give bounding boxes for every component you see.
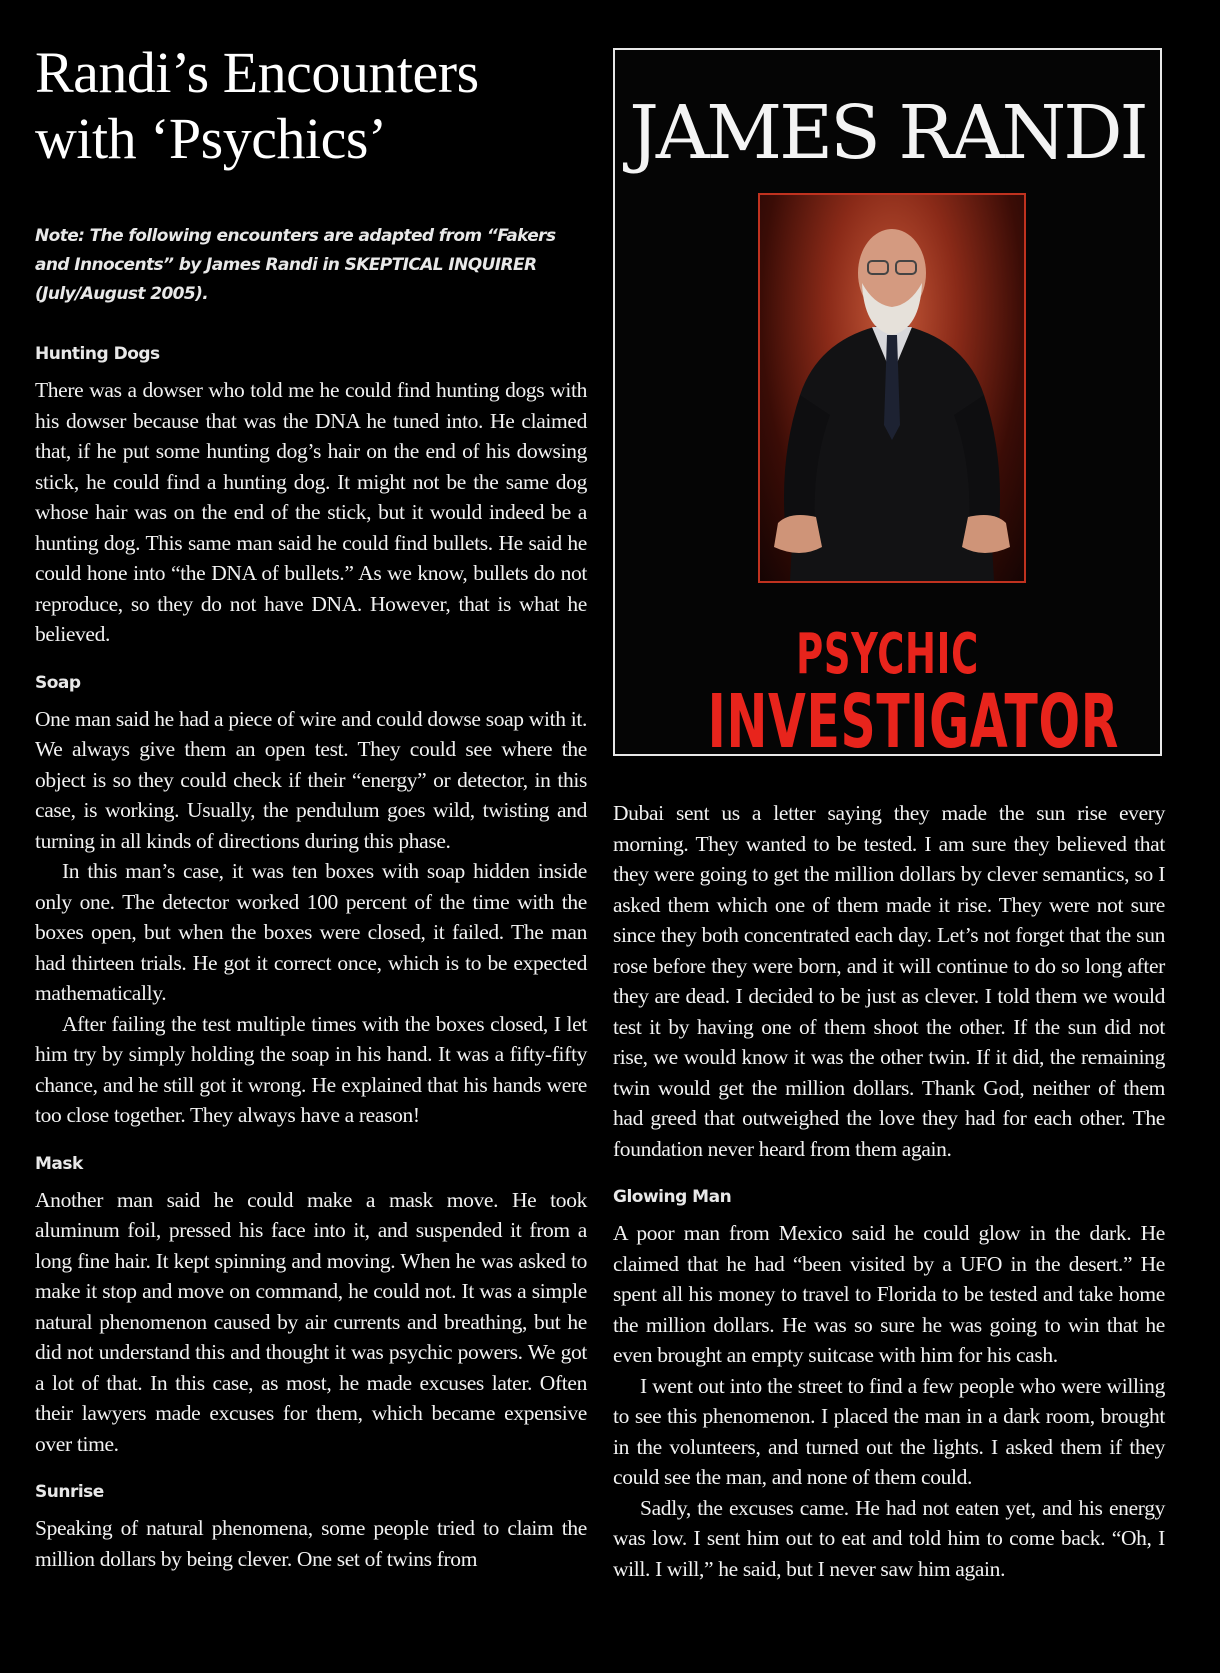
cover-title-line1: PSYCHIC	[796, 622, 979, 687]
section-heading: Mask	[35, 1153, 83, 1174]
section-soap	[35, 672, 587, 1131]
portrait-figure-icon	[760, 195, 1024, 581]
source-note: Note: The following encounters are adapted from “Fakers and Innocents” by James Randi in SKEPTICAL INQUIRER (July/August 2005).	[35, 226, 556, 304]
author-portrait	[758, 193, 1026, 583]
paragraph: Another man said he could make a mask move. He took aluminum foil, pressed his face into it, and suspended it from a long fine hair. It kept spinning and moving. When he was asked to make it stop and move on command, he could not. It was a simple natural phenomenon caused by air currents and breathing, but he did not understand this and thought it was psychic powers. We got a lot of that. In this case, as most, he made excuses later. Often their lawyers made excuses for them, which became expensive over time.	[35, 1187, 587, 1456]
page-title	[35, 40, 587, 172]
section-sunrise-continued	[613, 798, 1165, 1164]
paragraph: After failing the test multiple times with the boxes closed, I let him try by simply holding the soap in his hand. It was a fifty-fifty chance, and he still got it wrong. He explained that his hands were too close together. They always have a reason!	[35, 1011, 587, 1127]
paragraph: Sadly, the excuses came. He had not eaten yet, and his energy was low. I sent him out to eat and told him to come back. “Oh, I will. I will,” he said, but I never saw him again.	[613, 1495, 1165, 1581]
section-hunting-dogs	[35, 343, 587, 650]
paragraph: Speaking of natural phenomena, some people tried to claim the million dollars by being clever. One set of twins from	[35, 1516, 587, 1571]
page-title-line1: Randi’s Encounters	[35, 40, 479, 105]
paragraph: A poor man from Mexico said he could glow in the dark. He claimed that he had “been visited by a UFO in the desert.” He spent all his money to travel to Florida to be tested and take home the million dollars. He was so sure he was going to win that he even brought an empty suitcase with him for his cash.	[613, 1221, 1165, 1367]
section-heading: Glowing Man	[613, 1187, 732, 1207]
paragraph: Dubai sent us a letter saying they made the sun rise every morning. They wanted to be tested. I am sure they believed that they were going to get the million dollars by clever semantics, so I asked them which one of them made it rise. They were not sure since they both concentrated each day. Let’s not forget that the sun rose before they were born, and it will continue to do so long after they are dead. I decided to be just as clever. I told them we would test it by having one of them shoot the other. If the sun did not rise, we would know it was the other twin. If it did, the remaining twin would get the million dollars. Thank God, neither of them had greed that outweighed the love they had for each other. The foundation never heard from them again.	[613, 801, 1165, 1161]
cover-author: JAMES RANDI	[629, 90, 1146, 176]
paragraph: In this man’s case, it was ten boxes with soap hidden inside only one. The detector worked 100 percent of the time with the boxes open, but when the boxes were closed, it failed. The man had thirteen trials. He got it correct once, which is to be expected mathematically.	[35, 859, 587, 1005]
book-cover	[613, 48, 1162, 765]
section-glowing-man	[613, 1186, 1165, 1584]
section-heading: Soap	[35, 672, 81, 693]
section-heading: Hunting Dogs	[35, 344, 160, 364]
page-title-line2: with ‘Psychics’	[35, 106, 387, 171]
section-mask	[35, 1153, 587, 1460]
right-column	[613, 798, 1165, 1606]
left-column	[35, 40, 587, 1596]
paragraph: One man said he had a piece of wire and could dowse soap with it. We always give them an open test. They could see where the object is so they could check if their “energy” or detector, in this case, is working. Usually, the pendulum goes wild, twisting and turning in all kinds of directions during this phase.	[35, 706, 587, 853]
section-sunrise	[35, 1481, 587, 1574]
section-heading: Sunrise	[35, 1482, 104, 1502]
paragraph: There was a dowser who told me he could find hunting dogs with his dowser because that was the DNA he tuned into. He claimed that, if he put some hunting dog’s hair on the end of his dowsing stick, he could find a hunting dog. It might not be the same dog whose hair was on the end of the stick, but it would indeed be a hunting dog. This same man said he could find bullets. He said he could hone into “the DNA of bullets.” As we know, bullets do not reproduce, so they do not have DNA. However, that is what he believed.	[35, 378, 587, 646]
cover-title-line2: INVESTIGATOR	[707, 679, 1119, 765]
paragraph: I went out into the street to find a few people who were willing to see this phenomenon. I placed the man in a dark room, brought in the volunteers, and turned out the lights. I asked them if they could see the man, and none of them could.	[613, 1373, 1165, 1489]
